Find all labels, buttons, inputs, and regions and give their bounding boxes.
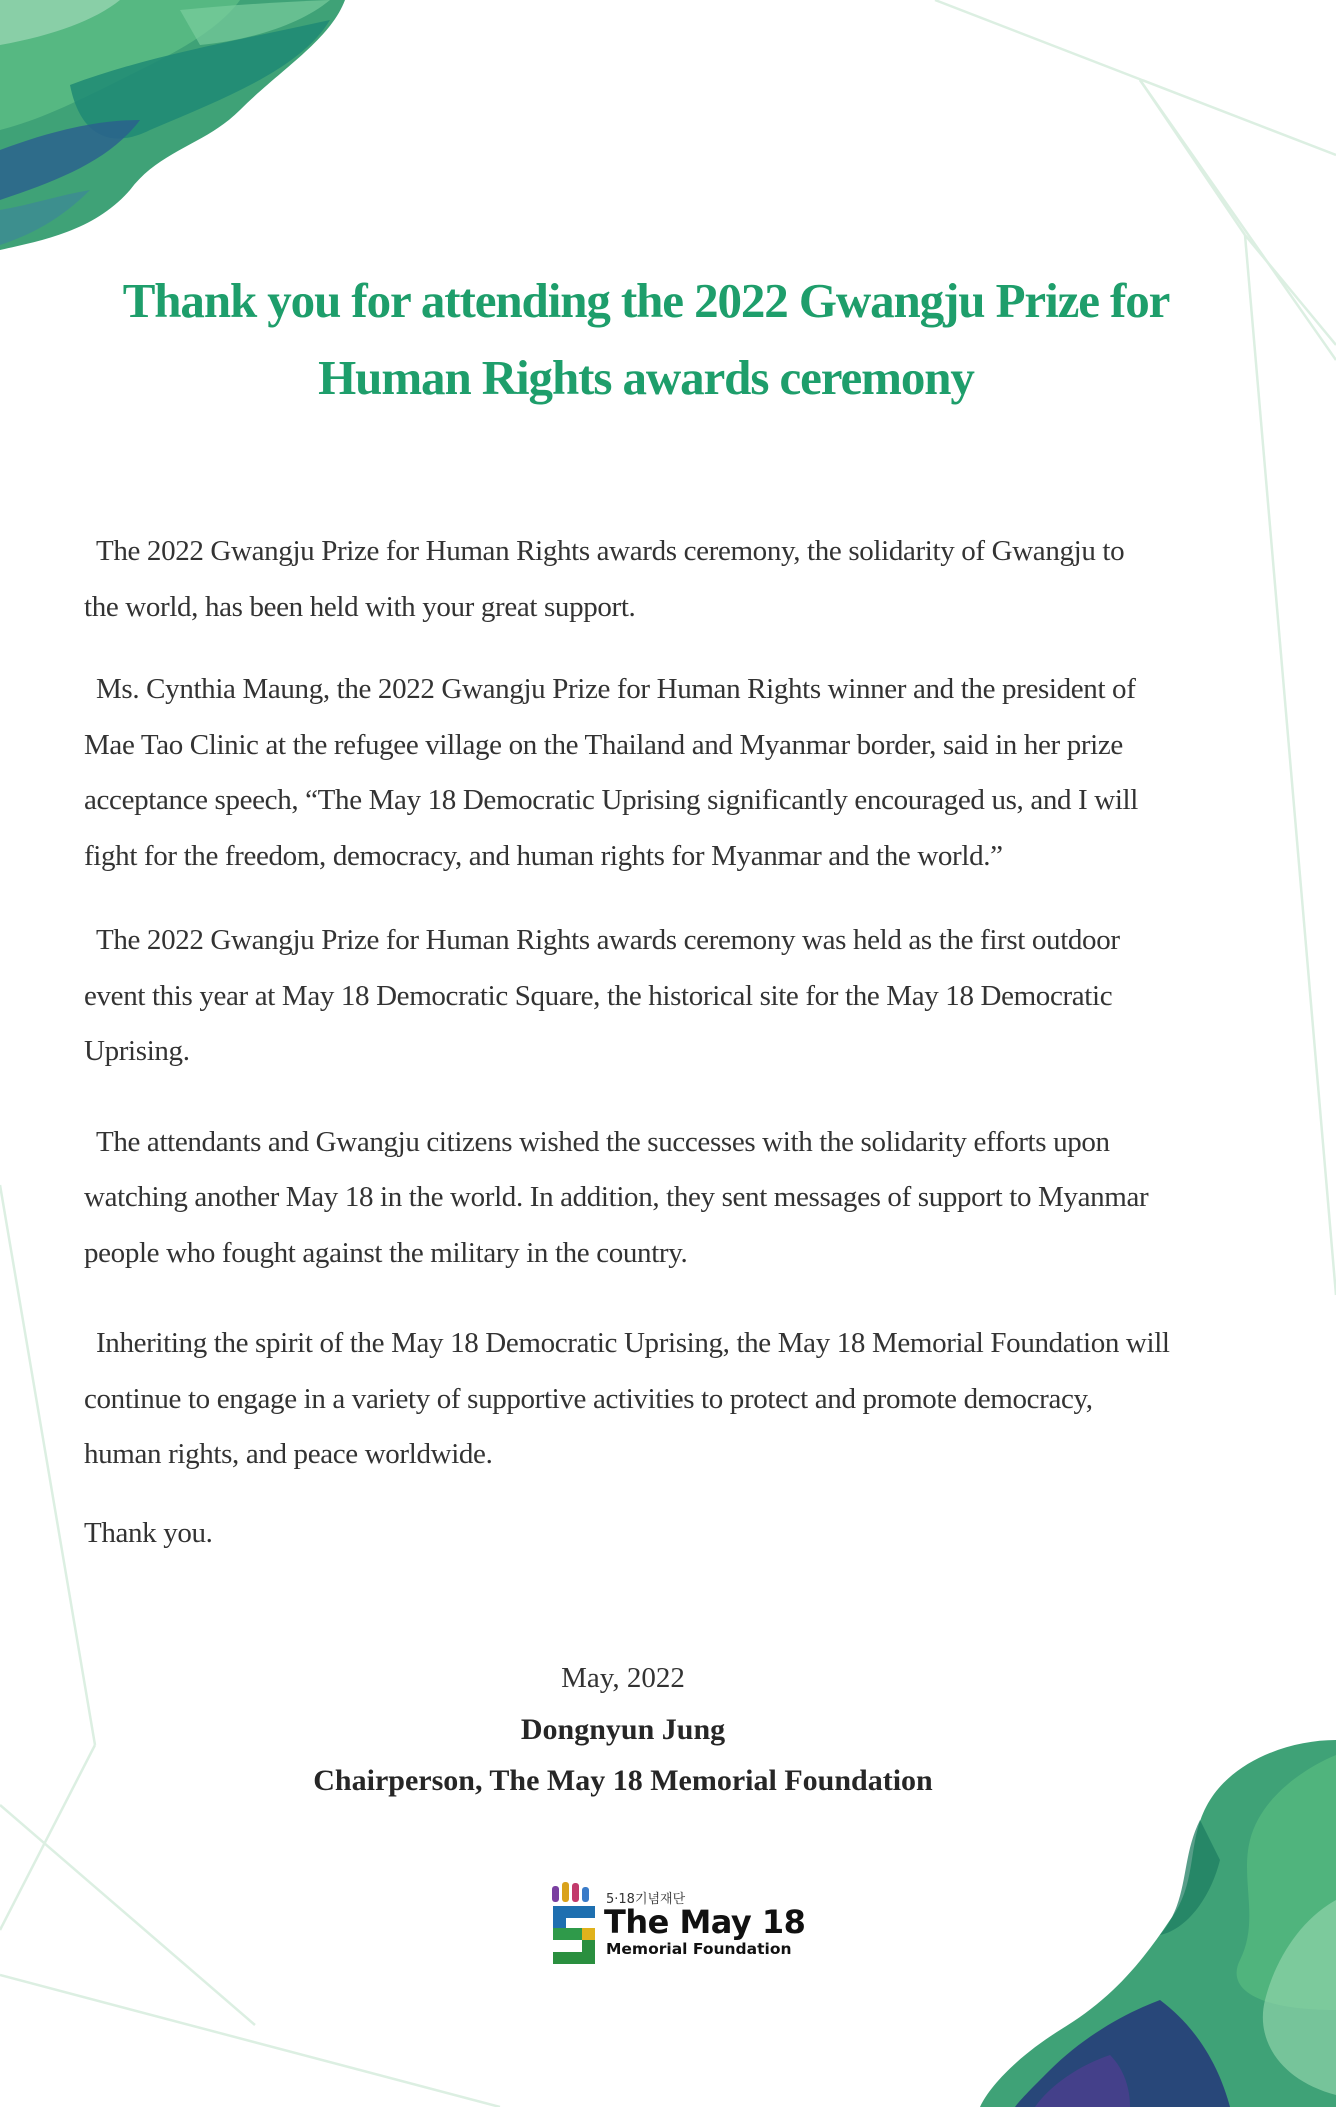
paragraph bbox=[84, 1115, 1260, 1282]
signature-date: May, 2022 bbox=[561, 1662, 685, 1694]
paragraph-line: The 2022 Gwangju Prize for Human Rights awards ceremony, the solidarity of Gwangju to bbox=[96, 535, 1125, 567]
paragraph-line: Mae Tao Clinic at the refugee village on the Thailand and Myanmar border, said in her prize bbox=[84, 728, 1123, 761]
paragraph-line: Uprising. bbox=[84, 1035, 190, 1067]
signature-block bbox=[168, 1652, 1078, 1806]
title-line: Human Rights awards ceremony bbox=[318, 350, 974, 405]
paragraph-line: Inheriting the spirit of the May 18 Democratic Uprising, the May 18 Memorial Foundation will bbox=[96, 1327, 1170, 1359]
logo-sub-text: Memorial Foundation bbox=[606, 1940, 792, 1958]
signature-name: Dongnyun Jung bbox=[520, 1713, 726, 1746]
paragraph-line: acceptance speech, “The May 18 Democratic Uprising significantly encouraged us, and I will bbox=[84, 784, 1138, 816]
paragraph-line: human rights, and peace worldwide. bbox=[84, 1438, 493, 1470]
paragraph bbox=[84, 524, 1260, 635]
paragraph-line: event this year at May 18 Democratic Square, the historical site for the May 18 Democratic bbox=[84, 979, 1113, 1012]
paragraph-line: watching another May 18 in the world. In addition, they sent messages of support to Myanmar bbox=[84, 1181, 1149, 1213]
paragraph bbox=[84, 662, 1260, 884]
letter-body bbox=[84, 524, 1260, 1561]
paragraph-line: continue to engage in a variety of supportive activities to protect and promote democracy, bbox=[84, 1382, 1093, 1415]
paragraph-line: people who fought against the military in the country. bbox=[84, 1236, 688, 1269]
closing-line bbox=[84, 1506, 1260, 1562]
paragraph bbox=[84, 913, 1260, 1080]
paragraph bbox=[84, 1316, 1260, 1483]
paragraph-line: fight for the freedom, democracy, and human rights for Myanmar and the world.” bbox=[84, 839, 1003, 872]
foundation-logo bbox=[549, 1882, 806, 1968]
logo-main-text: The May 18 bbox=[604, 1903, 806, 1941]
may18-hand-s-logo-icon bbox=[549, 1882, 599, 1968]
page-title bbox=[84, 262, 1208, 416]
paragraph-line: The 2022 Gwangju Prize for Human Rights awards ceremony was held as the first outdoor bbox=[96, 924, 1120, 956]
paragraph-line: Thank you. bbox=[84, 1516, 213, 1549]
paragraph-line: Ms. Cynthia Maung, the 2022 Gwangju Prize for Human Rights winner and the president of bbox=[96, 673, 1136, 705]
signature-position: Chairperson, The May 18 Memorial Foundation bbox=[313, 1764, 933, 1797]
paragraph-line: The attendants and Gwangju citizens wished the successes with the solidarity efforts upon bbox=[96, 1125, 1110, 1158]
brush-stroke-top-left bbox=[0, 0, 345, 250]
paragraph-line: the world, has been held with your great support. bbox=[84, 590, 636, 623]
title-line: Thank you for attending the 2022 Gwangju Prize for bbox=[122, 273, 1170, 328]
logo-korean-text: 5·18기념재단 bbox=[606, 1892, 686, 1907]
